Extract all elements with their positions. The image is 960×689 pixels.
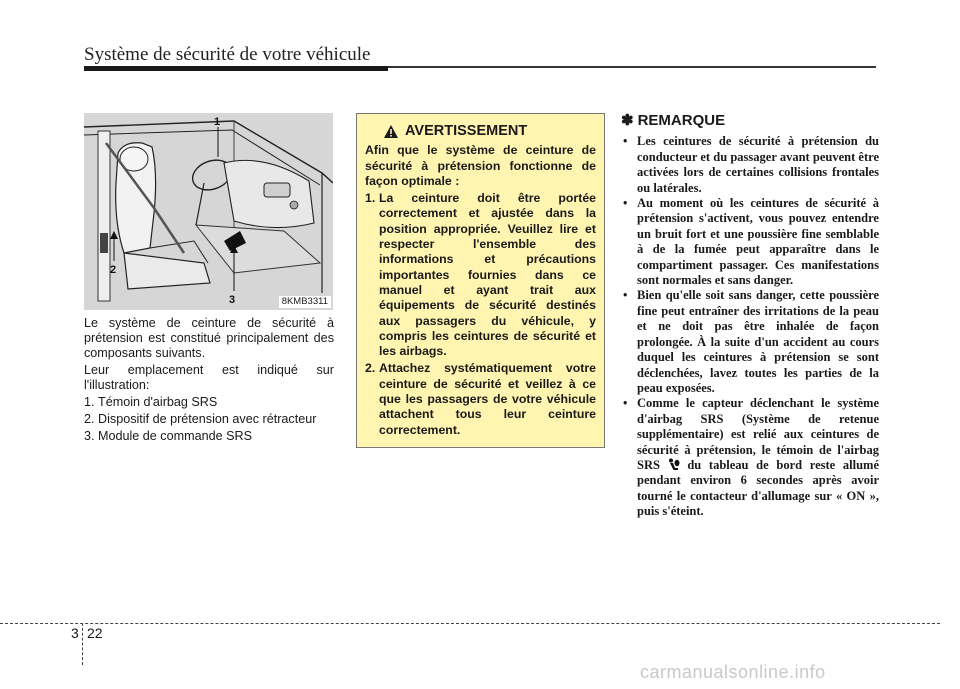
bullet-text: Bien qu'elle soit sans danger, cette poussière fine peut entraîner des irritations de la peau et ne doit pas être inhalée de façon prolongée. À la suite d'un accident au cours duquel les ceintures à prétension se sont déclenchées, lavez toutes les parties de la peau exposées. [637,288,879,395]
airbag-warning-icon [668,458,680,471]
warning-item-number: 2. [365,361,376,376]
list-text: Dispositif de prétension avec rétracteur [98,412,317,426]
list-text: Témoin d'airbag SRS [98,395,218,409]
warning-title: AVERTISSEMENT [405,123,528,139]
list-text: Module de commande SRS [98,429,253,443]
bullet-text-before-icon: Comme le capteur déclenchant le système d'airbag SRS (Système de retenue supplémentaire) est relié aux ceintures de sécurité à prétension, le témoin de l'airbag SRS [637,396,879,472]
note-bullet [621,196,879,288]
list-number: 2. [84,412,95,426]
list-item [84,429,334,444]
warning-triangle-icon [383,124,399,139]
list-number: 3. [84,429,95,443]
bullet-text-after-icon: du tableau de bord reste allumé pendant environ 6 secondes après avoir tourné le contacteur d'allumage sur « ON », puis s'éteint. [637,457,879,519]
bullet-dot: • [623,196,628,211]
bullet-dot: • [623,288,628,303]
header-accent-bar [84,66,388,71]
car-interior-drawing [84,113,333,310]
watermark-text: carmanualsonline.info [640,662,826,682]
list-item [84,395,334,410]
figure-code: 8KMB3311 [279,296,331,308]
warning-item [365,191,596,359]
seatbelt-illustration [84,113,333,310]
list-item [84,412,334,427]
bullet-dot: • [623,134,628,149]
chapter-number: 3 [71,625,79,641]
page-number: 22 [87,625,103,641]
footer-rule [0,623,940,624]
warning-box [356,113,605,448]
bullet-text: Au moment où les ceintures de sécurité à prétension s'activent, vous pouvez entendre un bruit fort et une poussière fine semblable à de la fumée peut apparaître dans le compartiment passager. Ces manifestations sont normales et sans danger. [637,196,879,288]
callout-1: 1 [214,116,221,128]
warning-intro: Afin que le système de ceinture de sécurité à prétension fonctionne de façon optimale : [365,143,596,188]
asterisk-icon: ✽ [621,112,634,129]
warning-item-text: Attachez systématiquement votre ceinture de sécurité et veillez à ce que les passagers de votre véhicule attachent tous leur ceinture correctement. [379,361,596,437]
warning-item-number: 1. [365,191,376,206]
location-paragraph: Leur emplacement est indiqué sur l'illustration: [84,363,334,392]
warning-item [365,361,596,437]
note-bullet [621,396,879,519]
bullet-dot: • [623,396,628,411]
page-header-title: Système de sécurité de votre véhicule [84,44,371,65]
callout-2: 2 [110,264,117,276]
callout-3: 3 [229,294,236,306]
note-header [621,113,879,128]
note-bullet [621,288,879,396]
left-column-text [84,316,334,446]
note-section [621,113,879,520]
note-title: REMARQUE [637,112,726,129]
bullet-text: Les ceintures de sécurité à prétension du conducteur et du passager avant peuvent être activées lors de certaines collisions frontales ou latérales. [637,134,879,195]
note-bullet [621,134,879,196]
intro-paragraph: Le système de ceinture de sécurité à prétension est constitué principalement des composants suivants. [84,316,334,360]
warning-header [383,124,596,139]
warning-item-text: La ceinture doit être portée correctement et ajustée dans la position appropriée. Veuillez lire et respecter l'ensemble des informations et précautions importantes fournies dans ce manuel et ayant trait aux équipements de sécurité destinés aux passagers du véhicule, y compris les ceintures de sécurité et les airbags. [379,191,596,359]
list-number: 1. [84,395,95,409]
component-list [84,395,334,444]
footer-divider [82,623,83,665]
